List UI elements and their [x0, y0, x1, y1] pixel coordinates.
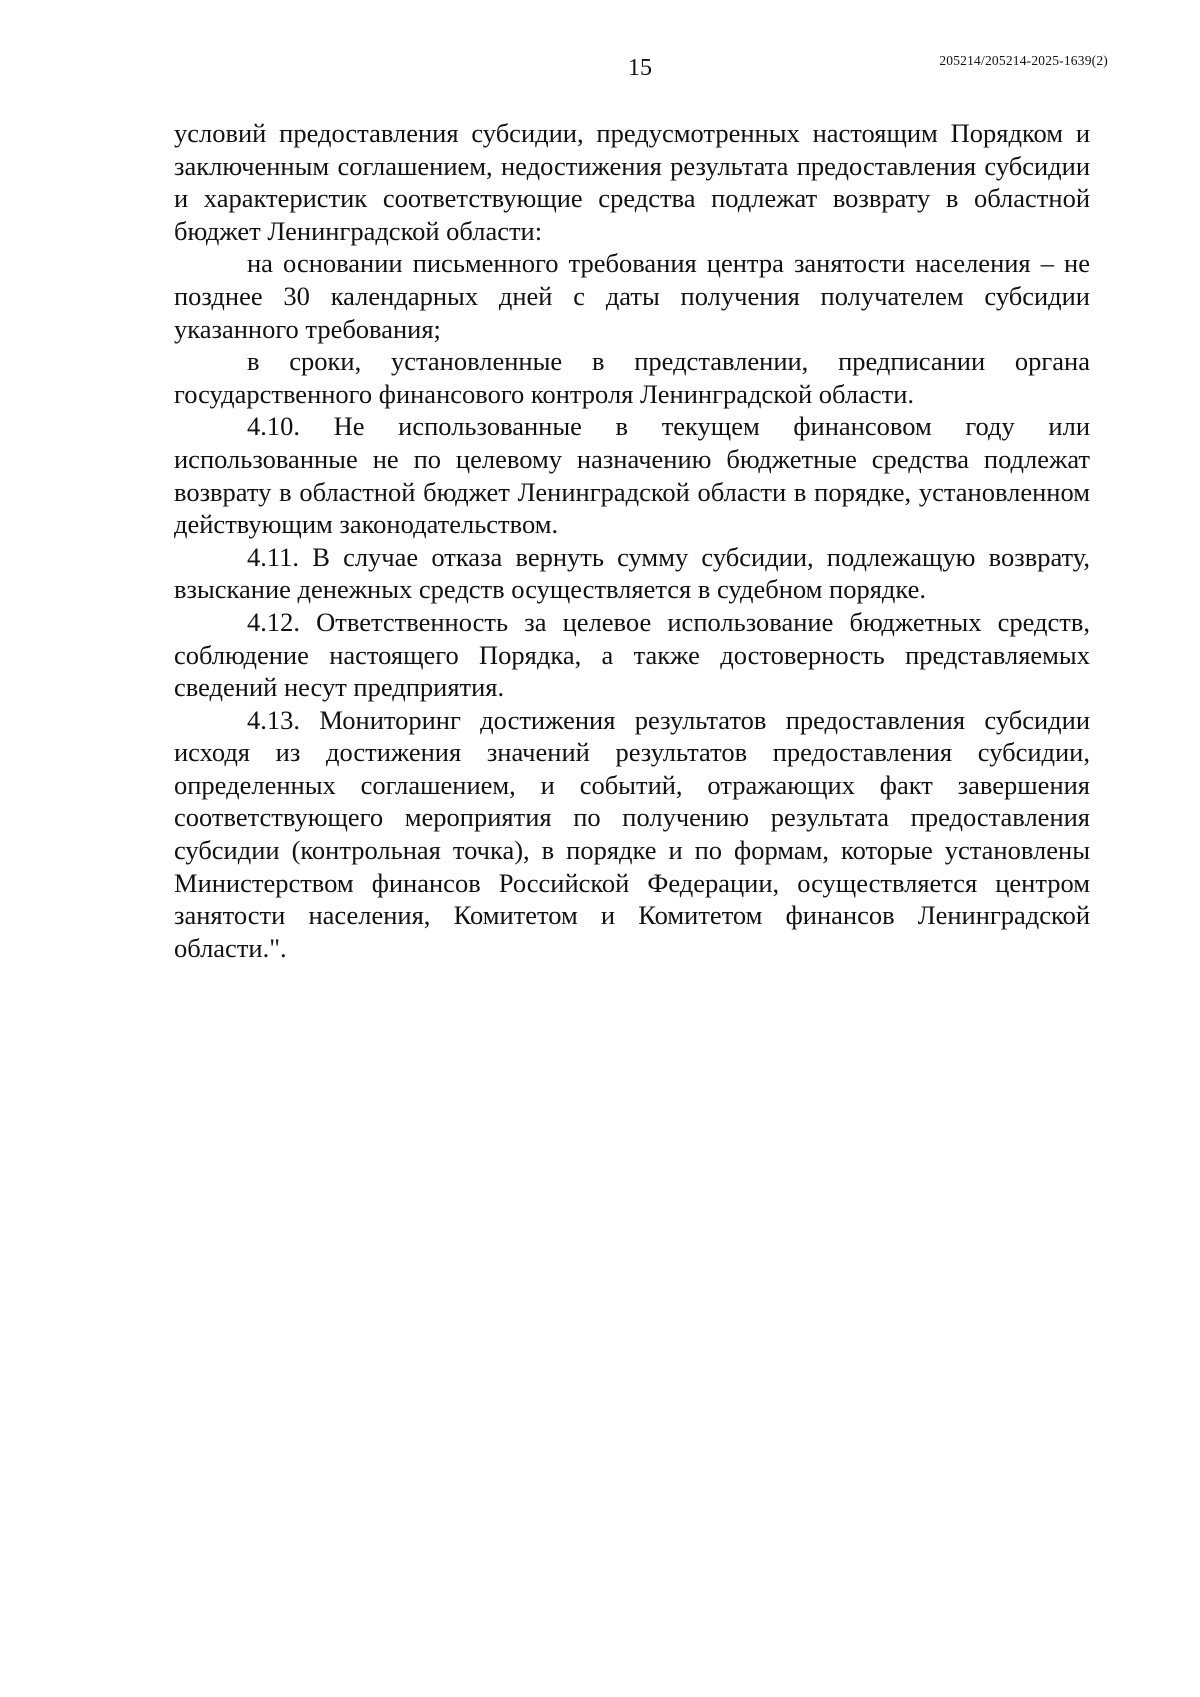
paragraph-4-10: 4.10. Не использованные в текущем финансовом году или использованные не по целевому назначению бюджетные средства подлежат возврату в областной бюджет Ленинградской области в порядке, установленном действующим законодательством. — [174, 411, 1090, 540]
paragraph-intro: условий предоставления субсидии, предусмотренных настоящим Порядком и заключенным соглашением, недостижения результата предоставления субсидии и характеристик соответствующие средства подлежат возврату в областной бюджет Ленинградской области: — [174, 118, 1090, 246]
document-body — [174, 117, 1090, 964]
paragraph-control-terms: в сроки, установленные в представлении, предписании органа государственного финансового контроля Ленинградской области. — [174, 346, 1090, 409]
paragraph-4-13: 4.13. Мониторинг достижения результатов предоставления субсидии исходя из достижения значений результатов предоставления субсидии, определенных соглашением, и событий, отражающих факт завершения соответствующего мероприятия по получению результата предоставления субсидии (контрольная точка), в порядке и по формам, которые установлены Министерством финансов Российской Федерации, осуществляется центром занятости населения, Комитетом и Комитетом финансов Ленинградской области.". — [174, 704, 1090, 963]
page-number: 15 — [628, 55, 652, 81]
document-code: 205214/205214-2025-1639(2) — [939, 53, 1108, 68]
paragraph-4-11: 4.11. В случае отказа вернуть сумму субсидии, подлежащую возврату, взыскание денежных средств осуществляется в судебном порядке. — [174, 541, 1090, 605]
paragraph-4-12: 4.12. Ответственность за целевое использование бюджетных средств, соблюдение настоящего Порядка, а также достоверность представляемых сведений несут предприятия. — [174, 606, 1090, 703]
paragraph-written-demand: на основании письменного требования центра занятости населения – не позднее 30 календарных дней с даты получения получателем субсидии указанного требования; — [174, 248, 1090, 344]
